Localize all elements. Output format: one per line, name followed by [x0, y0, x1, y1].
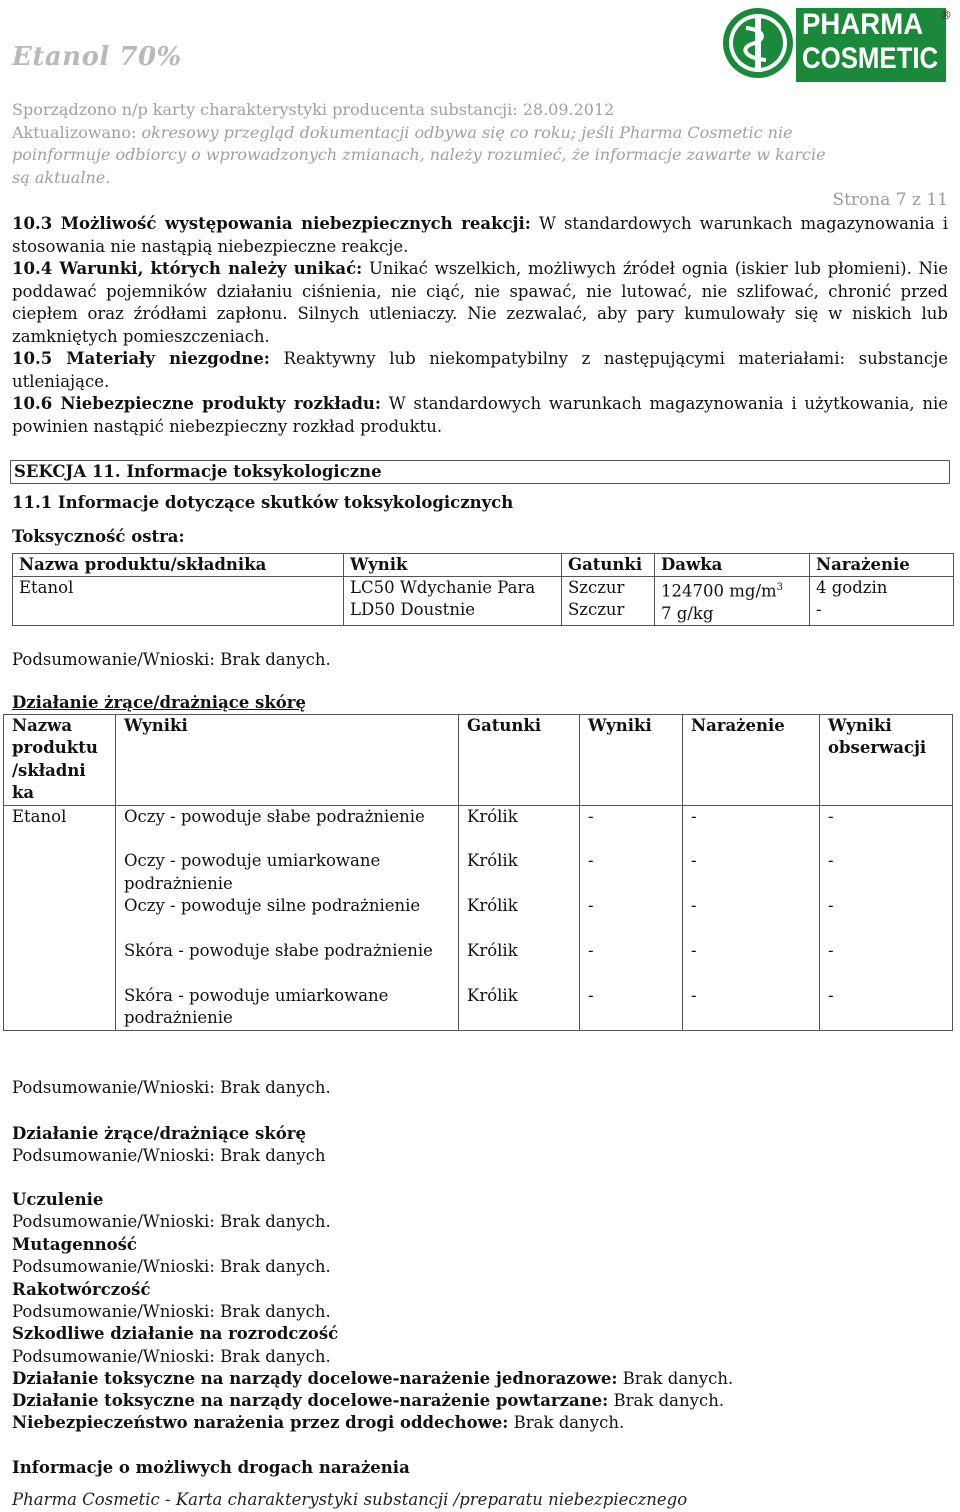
logo-text-pharma: PHARMA	[802, 8, 924, 41]
skin-irritation-heading: Działanie żrące/drażniące skórę	[12, 693, 306, 712]
summary-skin-2: Podsumowanie/Wnioski: Brak danych	[12, 1146, 326, 1165]
page-number: Strona 7 z 11	[832, 190, 948, 210]
header-cell: Gatunki	[459, 715, 580, 806]
header-cell: Nazwa produktu/składnika	[13, 554, 344, 577]
product-name-cell: Etanol	[13, 577, 344, 626]
header-cell: Narażenie	[810, 554, 954, 577]
header-cell: Wyniki	[580, 715, 683, 806]
section-11-heading-bar: SEKCJA 11. Informacje toksykologiczne	[10, 460, 950, 484]
summary-carcinogenicity: Podsumowanie/Wnioski: Brak danych.	[12, 1302, 331, 1321]
summary-mutagenicity: Podsumowanie/Wnioski: Brak danych.	[12, 1257, 331, 1276]
mutagenicity-heading: Mutagenność	[12, 1235, 137, 1254]
acute-toxicity-table	[12, 553, 954, 626]
header-cell: Gatunki	[562, 554, 655, 577]
header-cell: Wyniki	[116, 715, 459, 806]
stot-single-line: Działanie toksyczne na narządy docelowe-narażenie jednorazowe: Brak danych.	[12, 1369, 734, 1388]
species-cell: Królik Królik Królik Królik Królik	[459, 805, 580, 1030]
page-footer: Pharma Cosmetic - Karta charakterystyki substancji /preparatu niebezpiecznego	[12, 1490, 688, 1509]
para-10-4: 10.4 Warunki, których należy unikać: Unikać wszelkich, możliwych źródeł ognia (iskier lub płomieni). Nie poddawać pojemników działaniu ciśnienia, nie ciąć, nie spawać, nie lutować, nie szlifować, chronić przed ciepłem oraz źródłami zapłonu. Silnych utleniaczy. Nie zezwalać, aby pary kumulowały się w niskich lub zamkniętych pomieszczeniach.	[12, 259, 948, 346]
para-10-6: 10.6 Niebezpieczne produkty rozkładu: W standardowych warunkach magazynowania i użytkowania, nie powinien nastąpić niebezpieczny rozkład produktu.	[12, 394, 949, 436]
exposure-cell: - - - - -	[683, 805, 820, 1030]
aspiration-hazard-line: Niebezpieczeństwo narażenia przez drogi oddechowe: Brak danych.	[12, 1413, 625, 1432]
skin-irritation-table	[3, 714, 953, 1031]
document-title: Etanol 70%	[12, 42, 182, 72]
results-cell: Oczy - powoduje słabe podrażnienie Oczy - powoduje umiarkowane podrażnienie Oczy - powoduje silne podrażnienie Skóra - powoduje słabe podrażnienie Skóra - powoduje umiarkowane podrażnienie	[116, 805, 459, 1030]
acute-toxicity-heading: Toksyczność ostra:	[12, 527, 185, 546]
table-row	[13, 577, 954, 626]
reproductive-toxicity-heading: Szkodliwe działanie na rozrodczość	[12, 1324, 339, 1343]
skin-irritation-heading-2: Działanie żrące/drażniące skórę	[12, 1124, 306, 1143]
table-row	[4, 805, 953, 1030]
summary-skin: Podsumowanie/Wnioski: Brak danych.	[12, 1078, 331, 1097]
updated-line: Aktualizowano: okresowy przegląd dokumentacji odbywa się co roku; jeśli Pharma Cosmetic nie	[12, 123, 793, 142]
header-cell: Dawka	[655, 554, 810, 577]
header-cell: Wynik	[344, 554, 562, 577]
header-cell: Nazwa produktu /składni ka	[4, 715, 116, 806]
sensitization-heading: Uczulenie	[12, 1190, 104, 1209]
exposure-routes-heading: Informacje o możliwych drogach narażenia	[12, 1458, 410, 1477]
logo-text-cosmetic: COSMETIC	[802, 42, 939, 75]
exposure-cell: 4 godzin -	[810, 577, 954, 626]
subsection-11-1: 11.1 Informacje dotyczące skutków toksykologicznych	[12, 493, 514, 512]
para-10-5: 10.5 Materiały niezgodne: Reaktywny lub niekompatybilny z następującymi materiałami: substancje utleniające.	[12, 349, 948, 391]
species-cell: Szczur Szczur	[562, 577, 655, 626]
para-10-3: 10.3 Możliwość występowania niebezpiecznych reakcji: W standardowych warunkach magazynowania i stosowania nie nastąpią niebezpieczne reakcje.	[12, 214, 948, 256]
result-cell: LC50 Wdychanie Para LD50 Doustnie	[344, 577, 562, 626]
results2-cell: - - - - -	[580, 805, 683, 1030]
carcinogenicity-heading: Rakotwórczość	[12, 1280, 151, 1299]
observations-cell: - - - - -	[820, 805, 953, 1030]
updated-line-2: poinformuje odbiorcy o wprowadzonych zmianach, należy rozumieć, że informacje zawarte w karcie	[12, 145, 826, 164]
table-header-row	[4, 715, 953, 806]
registered-mark: ®	[940, 8, 952, 22]
stot-repeated-line: Działanie toksyczne na narządy docelowe-narażenie powtarzane: Brak danych.	[12, 1391, 725, 1410]
header-cell: Wyniki obserwacji	[820, 715, 953, 806]
prepared-line: Sporządzono n/p karty charakterystyki producenta substancji: 28.09.2012	[12, 100, 615, 119]
table-header-row	[13, 554, 954, 577]
summary-acute: Podsumowanie/Wnioski: Brak danych.	[12, 650, 331, 669]
section-10-text	[12, 213, 948, 438]
dose-cell: 124700 $mg/m^3$ 7 g/kg	[655, 577, 810, 626]
updated-line-3: są aktualne.	[12, 168, 111, 187]
summary-sensitization: Podsumowanie/Wnioski: Brak danych.	[12, 1212, 331, 1231]
pharma-cosmetic-logo	[722, 2, 954, 84]
summary-reproductive: Podsumowanie/Wnioski: Brak danych.	[12, 1347, 331, 1366]
header-cell: Narażenie	[683, 715, 820, 806]
product-name-cell: Etanol	[4, 805, 116, 1030]
